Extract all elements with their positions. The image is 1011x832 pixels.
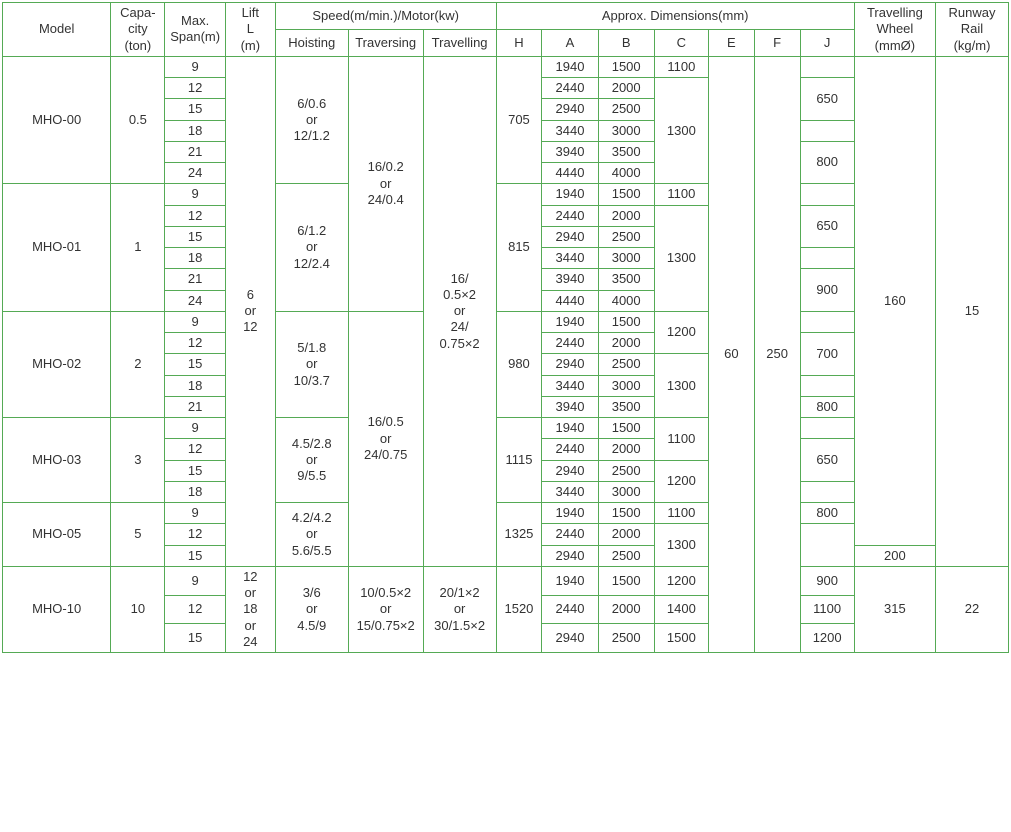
cell-j: 800 [800, 503, 854, 524]
cell-j [800, 481, 854, 502]
header-travelling-wheel [854, 3, 935, 57]
cell-a: 2940 [542, 354, 598, 375]
cell-travelling-line4: 24/ [450, 319, 469, 335]
cell-travelling-line1: 16/ [450, 270, 469, 286]
cell-hoisting-line3: 12/1.2 [293, 128, 330, 144]
cell-hoisting-line2: or [305, 239, 318, 255]
cell-j: 900 [800, 566, 854, 595]
cell-a: 2440 [542, 595, 598, 624]
cell-b: 4000 [598, 290, 654, 311]
cell-hoisting [275, 566, 348, 652]
cell-b: 1500 [598, 184, 654, 205]
cell-b: 2000 [598, 595, 654, 624]
cell-b: 3000 [598, 120, 654, 141]
cell-b: 2000 [598, 78, 654, 99]
cell-traversing-line3: 24/0.75 [363, 446, 408, 462]
cell-travelling-line3: 30/1.5×2 [434, 617, 486, 633]
cell-a: 2440 [542, 205, 598, 226]
cell-c: 1300 [654, 524, 708, 567]
cell-c: 1200 [654, 311, 708, 354]
cell-hoisting-line1: 6/1.2 [297, 223, 327, 239]
cell-a: 2440 [542, 524, 598, 545]
cell-b: 2000 [598, 333, 654, 354]
cell-span: 15 [165, 99, 225, 120]
cell-hoisting-line2: or [305, 601, 318, 617]
header-c: C [654, 29, 708, 56]
cell-capacity: 10 [111, 566, 165, 652]
cell-a: 2440 [542, 78, 598, 99]
cell-traversing-line2: or [379, 601, 392, 617]
cell-b: 4000 [598, 163, 654, 184]
cell-c: 1200 [654, 460, 708, 503]
header-rail-line2: Rail [960, 21, 984, 37]
cell-span: 18 [165, 248, 225, 269]
cell-traversing-line1: 16/0.5 [367, 414, 404, 430]
cell-span: 12 [165, 333, 225, 354]
cell-h: 1325 [496, 503, 542, 567]
cell-span: 15 [165, 545, 225, 566]
cell-h: 815 [496, 184, 542, 312]
cell-b: 1500 [598, 56, 654, 77]
header-row-1 [3, 3, 1009, 30]
cell-hoisting-line3: 4.5/9 [297, 617, 327, 633]
cell-a: 2940 [542, 226, 598, 247]
cell-travelling [423, 566, 496, 652]
header-runway-rail [935, 3, 1008, 57]
cell-b: 2000 [598, 205, 654, 226]
cell-span: 9 [165, 503, 225, 524]
cell-j [800, 311, 854, 332]
cell-h: 980 [496, 311, 542, 417]
cell-span: 21 [165, 269, 225, 290]
cell-hoisting-line1: 4.2/4.2 [291, 510, 332, 525]
cell-lift-line5: 24 [243, 633, 258, 649]
header-rail-line1: Runway [948, 5, 996, 20]
cell-lift-line1: 12 [243, 568, 258, 584]
cell-b: 2000 [598, 439, 654, 460]
cell-hoisting-line3: 9/5.5 [297, 468, 327, 484]
cell-a: 3440 [542, 120, 598, 141]
cell-traversing [348, 56, 423, 311]
cell-a: 2940 [542, 99, 598, 120]
cell-hoisting-line1: 6/0.6 [297, 95, 327, 111]
cell-traversing-line3: 15/0.75×2 [356, 617, 415, 633]
cell-b: 2500 [598, 99, 654, 120]
cell-b: 1500 [598, 503, 654, 524]
cell-model: MHO-01 [3, 184, 111, 312]
cell-f: 250 [754, 56, 800, 652]
cell-lift-line2: or [244, 585, 257, 600]
cell-hoisting-line2: or [305, 111, 318, 127]
cell-hoisting [275, 418, 348, 503]
cell-span: 12 [165, 524, 225, 545]
header-capacity [111, 3, 165, 57]
cell-a: 3440 [542, 375, 598, 396]
header-j: J [800, 29, 854, 56]
cell-c: 1300 [654, 354, 708, 418]
header-lift-line2: L [246, 21, 254, 37]
cell-j: 800 [800, 141, 854, 184]
cell-capacity: 5 [111, 503, 165, 567]
cell-span: 9 [165, 311, 225, 332]
cell-hoisting [275, 503, 348, 567]
cell-j: 700 [800, 333, 854, 376]
cell-lift-line4: or [244, 617, 257, 633]
cell-b: 3500 [598, 141, 654, 162]
cell-a: 3940 [542, 396, 598, 417]
header-wheel-line2: Wheel [876, 21, 914, 37]
cell-span: 18 [165, 481, 225, 502]
header-h: H [496, 29, 542, 56]
cell-hoisting [275, 56, 348, 184]
cell-lift-line3: 18 [243, 601, 258, 617]
cell-capacity: 2 [111, 311, 165, 417]
cell-a: 1940 [542, 418, 598, 439]
cell-span: 15 [165, 354, 225, 375]
cell-h: 1115 [496, 418, 542, 503]
cell-lift-line3: 12 [243, 319, 258, 335]
header-span-line1: Max. [181, 13, 210, 29]
cell-span: 24 [165, 290, 225, 311]
cell-model: MHO-10 [3, 566, 111, 652]
cell-b: 2500 [598, 460, 654, 481]
cell-a: 4440 [542, 290, 598, 311]
cell-travelling-line5: 0.75×2 [439, 335, 480, 351]
cell-traversing-line1: 10/0.5×2 [360, 585, 412, 600]
cell-span: 9 [165, 566, 225, 595]
cell-a: 3940 [542, 269, 598, 290]
cell-lift [225, 566, 275, 652]
cell-span: 12 [165, 78, 225, 99]
cell-j [800, 524, 854, 567]
cell-traversing [348, 311, 423, 566]
table-row [3, 566, 1009, 595]
header-span [165, 3, 225, 57]
header-dimensions-group: Approx. Dimensions(mm) [496, 3, 854, 30]
cell-j: 900 [800, 269, 854, 312]
cell-hoisting [275, 184, 348, 312]
cell-hoisting-line3: 12/2.4 [293, 255, 330, 271]
cell-capacity: 1 [111, 184, 165, 312]
cell-c: 1300 [654, 205, 708, 311]
cell-model: MHO-00 [3, 56, 111, 184]
cell-traversing [348, 566, 423, 652]
cell-hoisting-line2: or [305, 526, 318, 542]
cell-span: 15 [165, 460, 225, 481]
table-body [3, 56, 1009, 652]
cell-a: 2440 [542, 439, 598, 460]
cell-j: 650 [800, 78, 854, 121]
cell-a: 2940 [542, 545, 598, 566]
cell-hoisting-line1: 5/1.8 [297, 340, 327, 355]
cell-c: 1500 [654, 624, 708, 653]
cell-b: 1500 [598, 566, 654, 595]
cell-model: MHO-02 [3, 311, 111, 417]
cell-lift-line2: or [244, 303, 257, 319]
cell-span: 9 [165, 56, 225, 77]
cell-j: 800 [800, 396, 854, 417]
cell-c: 1100 [654, 56, 708, 77]
cell-span: 18 [165, 120, 225, 141]
cell-a: 4440 [542, 163, 598, 184]
cell-c: 1400 [654, 595, 708, 624]
cell-span: 12 [165, 439, 225, 460]
header-traversing: Traversing [348, 29, 423, 56]
header-wheel-line1: Travelling [866, 5, 923, 20]
cell-a: 1940 [542, 503, 598, 524]
cell-c: 1300 [654, 78, 708, 184]
cell-capacity: 0.5 [111, 56, 165, 184]
cell-a: 3440 [542, 481, 598, 502]
cell-j: 1100 [800, 595, 854, 624]
cell-hoisting-line1: 4.5/2.8 [291, 435, 332, 451]
cell-b: 3000 [598, 248, 654, 269]
header-e: E [708, 29, 754, 56]
cell-hoisting [275, 311, 348, 417]
cell-j: 650 [800, 205, 854, 248]
header-lift-line3: (m) [240, 37, 261, 53]
cell-j: 650 [800, 439, 854, 482]
cell-a: 3940 [542, 141, 598, 162]
header-speed-group: Speed(m/min.)/Motor(kw) [275, 3, 496, 30]
cell-hoisting-line3: 5.6/5.5 [291, 542, 332, 558]
cell-b: 1500 [598, 311, 654, 332]
cell-traversing-line2: or [379, 175, 392, 191]
cell-a: 1940 [542, 566, 598, 595]
cell-span: 15 [165, 624, 225, 653]
cell-span: 12 [165, 595, 225, 624]
cell-b: 3500 [598, 396, 654, 417]
cell-span: 24 [165, 163, 225, 184]
header-travelling: Travelling [423, 29, 496, 56]
header-f: F [754, 29, 800, 56]
cell-b: 1500 [598, 418, 654, 439]
cell-capacity: 3 [111, 418, 165, 503]
cell-b: 2500 [598, 545, 654, 566]
cell-h: 1520 [496, 566, 542, 652]
cell-c: 1100 [654, 184, 708, 205]
cell-travelling-wheel: 200 [854, 545, 935, 566]
header-hoisting: Hoisting [275, 29, 348, 56]
cell-a: 1940 [542, 311, 598, 332]
cell-lift-line1: 6 [246, 286, 254, 302]
cell-span: 15 [165, 226, 225, 247]
cell-a: 1940 [542, 56, 598, 77]
cell-a: 2940 [542, 624, 598, 653]
cell-j [800, 120, 854, 141]
cell-j [800, 418, 854, 439]
cell-b: 3000 [598, 375, 654, 396]
cell-a: 2440 [542, 333, 598, 354]
header-a: A [542, 29, 598, 56]
header-lift-line1: Lift [241, 5, 259, 20]
cell-model: MHO-03 [3, 418, 111, 503]
header-b: B [598, 29, 654, 56]
header-capacity-line3: (ton) [124, 37, 152, 53]
cell-b: 3500 [598, 269, 654, 290]
cell-b: 2500 [598, 226, 654, 247]
cell-hoisting-line2: or [305, 451, 318, 467]
cell-e: 60 [708, 56, 754, 652]
cell-runway-rail: 22 [935, 566, 1008, 652]
cell-span: 18 [165, 375, 225, 396]
cell-j: 1200 [800, 624, 854, 653]
cell-b: 2500 [598, 354, 654, 375]
header-span-line2: Span(m) [170, 29, 221, 45]
cell-traversing-line3: 24/0.4 [367, 191, 404, 207]
cell-c: 1100 [654, 418, 708, 461]
cell-traversing-line1: 16/0.2 [367, 159, 404, 175]
cell-travelling-line1: 20/1×2 [439, 585, 480, 600]
cell-model: MHO-05 [3, 503, 111, 567]
cell-runway-rail: 15 [935, 56, 1008, 566]
cell-hoisting-line3: 10/3.7 [293, 372, 330, 388]
header-model: Model [3, 3, 111, 57]
header-lift [225, 3, 275, 57]
header-capacity-line1: Capa- [120, 5, 156, 20]
cell-b: 2500 [598, 624, 654, 653]
cell-j [800, 375, 854, 396]
cell-travelling-wheel: 160 [854, 56, 935, 545]
cell-traversing-line2: or [379, 430, 392, 446]
table-row [3, 56, 1009, 77]
crane-specification-table [2, 2, 1009, 653]
cell-span: 21 [165, 396, 225, 417]
cell-j [800, 248, 854, 269]
cell-hoisting-line1: 3/6 [302, 585, 321, 600]
cell-j [800, 184, 854, 205]
header-wheel-line3: (mmØ) [874, 37, 916, 53]
cell-b: 2000 [598, 524, 654, 545]
header-rail-line3: (kg/m) [953, 37, 991, 53]
cell-span: 9 [165, 184, 225, 205]
cell-hoisting-line2: or [305, 356, 318, 372]
cell-span: 21 [165, 141, 225, 162]
cell-b: 3000 [598, 481, 654, 502]
cell-j [800, 56, 854, 77]
cell-travelling-line2: or [453, 601, 466, 617]
cell-travelling-line2: 0.5×2 [443, 286, 477, 302]
cell-travelling [423, 56, 496, 566]
cell-h: 705 [496, 56, 542, 184]
header-capacity-line2: city [128, 21, 148, 37]
cell-span: 9 [165, 418, 225, 439]
cell-a: 3440 [542, 248, 598, 269]
cell-span: 12 [165, 205, 225, 226]
cell-c: 1200 [654, 566, 708, 595]
cell-c: 1100 [654, 503, 708, 524]
cell-a: 1940 [542, 184, 598, 205]
cell-lift [225, 56, 275, 566]
table-header [3, 3, 1009, 57]
cell-a: 2940 [542, 460, 598, 481]
cell-travelling-wheel: 315 [854, 566, 935, 652]
cell-travelling-line3: or [453, 303, 466, 319]
